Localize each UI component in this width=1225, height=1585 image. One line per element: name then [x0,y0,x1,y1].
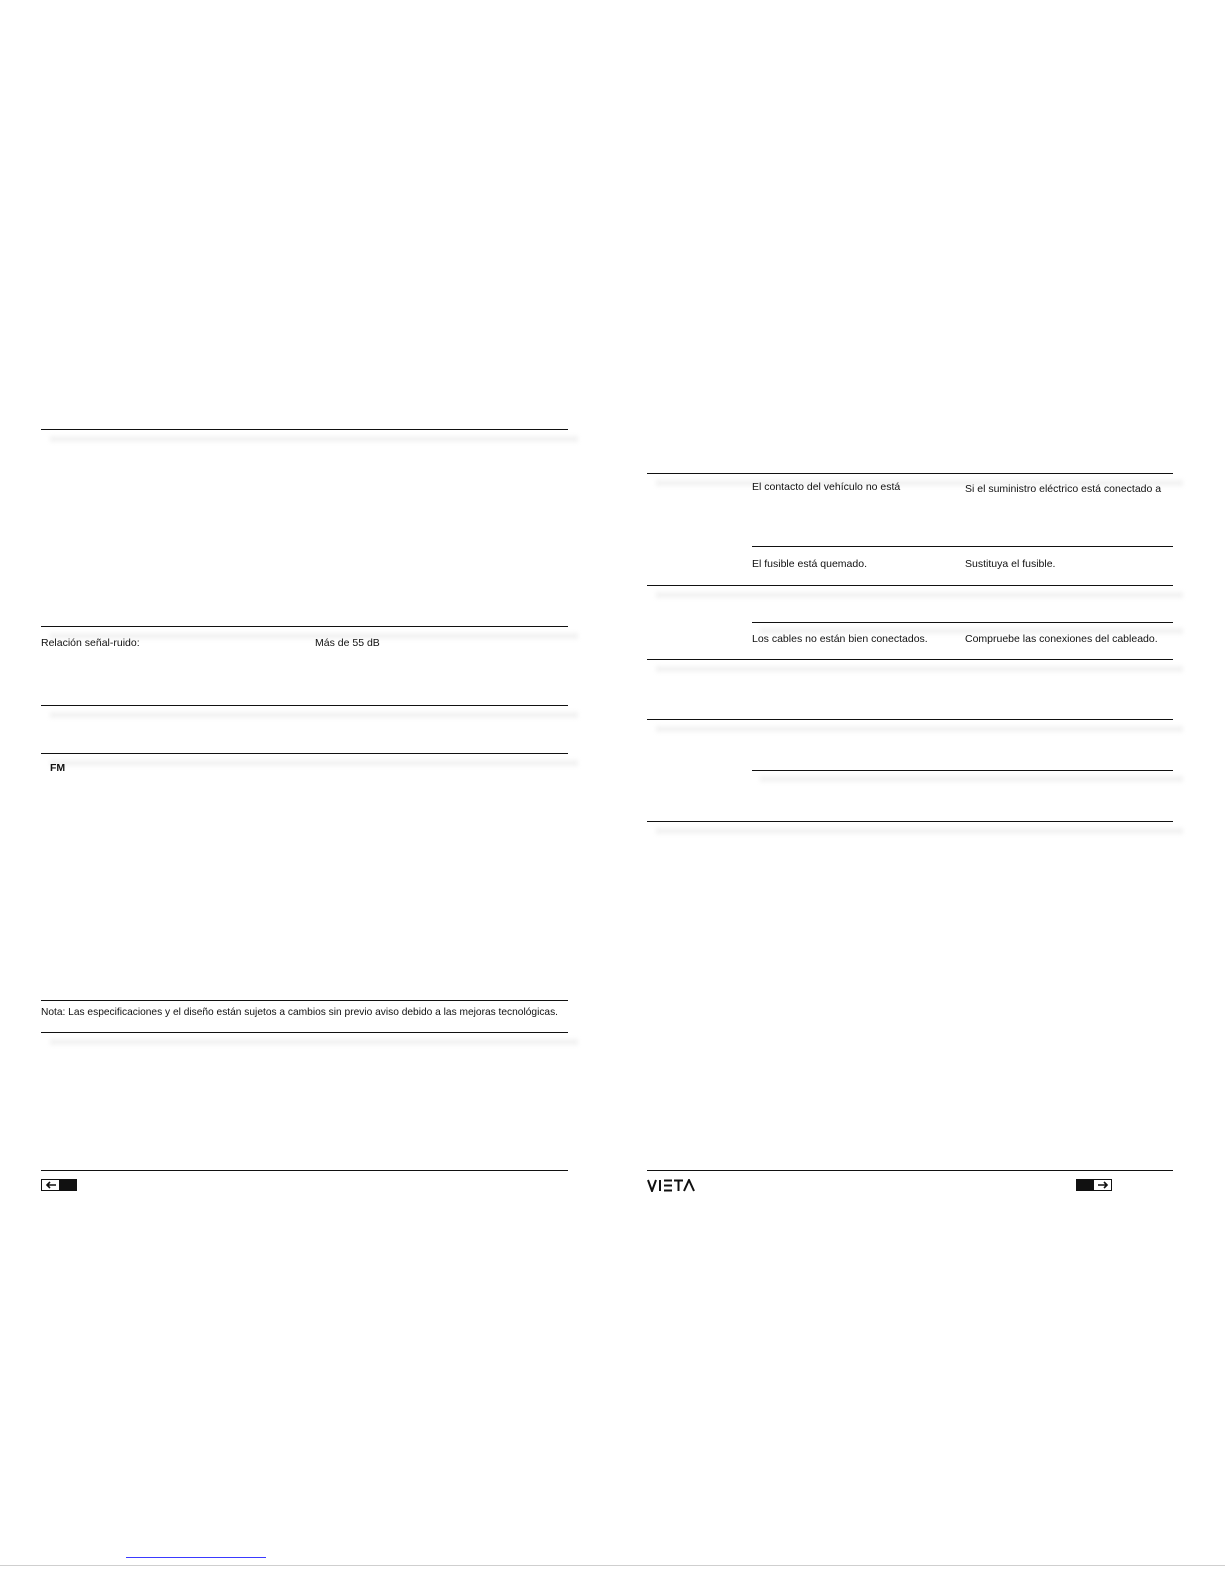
page-edge-rule [0,1565,1225,1566]
row-divider [752,622,1173,623]
solution-cell: Si el suministro eléctrico está conectado a [965,483,1162,495]
divider-shadow [656,592,1183,598]
divider [41,753,568,754]
footer-rule [41,1170,568,1171]
divider-shadow [760,776,1183,782]
solution-cell: Compruebe las conexiones del cableado. [965,633,1158,645]
group-divider [647,585,1173,586]
table-bottom-rule [647,821,1173,822]
divider [41,1032,568,1033]
solution-cell: Sustituya el fusible. [965,558,1056,570]
specifications-note: Nota: Las especificaciones y el diseño están sujetos a cambios sin previo aviso debido a las mejoras tecnológicas. [41,1007,559,1018]
spec-label: Relación señal-ruido: [41,637,140,649]
nav-fill [1077,1180,1094,1190]
spec-value: Más de 55 dB [315,637,380,649]
divider-shadow [656,666,1183,672]
previous-page-button[interactable] [41,1179,77,1191]
arrow-left-icon [45,1181,57,1189]
row-divider [752,546,1173,547]
divider-shadow [50,436,578,442]
group-divider [647,659,1173,660]
divider-shadow [50,760,578,766]
nav-fill [59,1180,76,1190]
divider-shadow [656,828,1183,834]
cause-cell: El fusible está quemado. [752,558,867,570]
next-page-button[interactable] [1076,1179,1112,1191]
divider-shadow [50,1039,578,1045]
footer-rule [647,1170,1173,1171]
divider [41,626,568,627]
arrow-right-icon [1097,1181,1109,1189]
cause-cell: El contacto del vehículo no está [752,481,901,493]
link-underline[interactable] [126,1557,266,1558]
cause-cell: Los cables no están bien conectados. [752,633,928,645]
divider-shadow [656,726,1183,732]
fm-heading: FM [50,762,66,774]
divider [41,705,568,706]
group-divider [647,719,1173,720]
row-divider [752,770,1173,771]
table-top-rule [647,473,1173,474]
divider [41,1000,568,1001]
divider-shadow [50,712,578,718]
divider [41,429,568,430]
vieta-logo [647,1179,695,1192]
